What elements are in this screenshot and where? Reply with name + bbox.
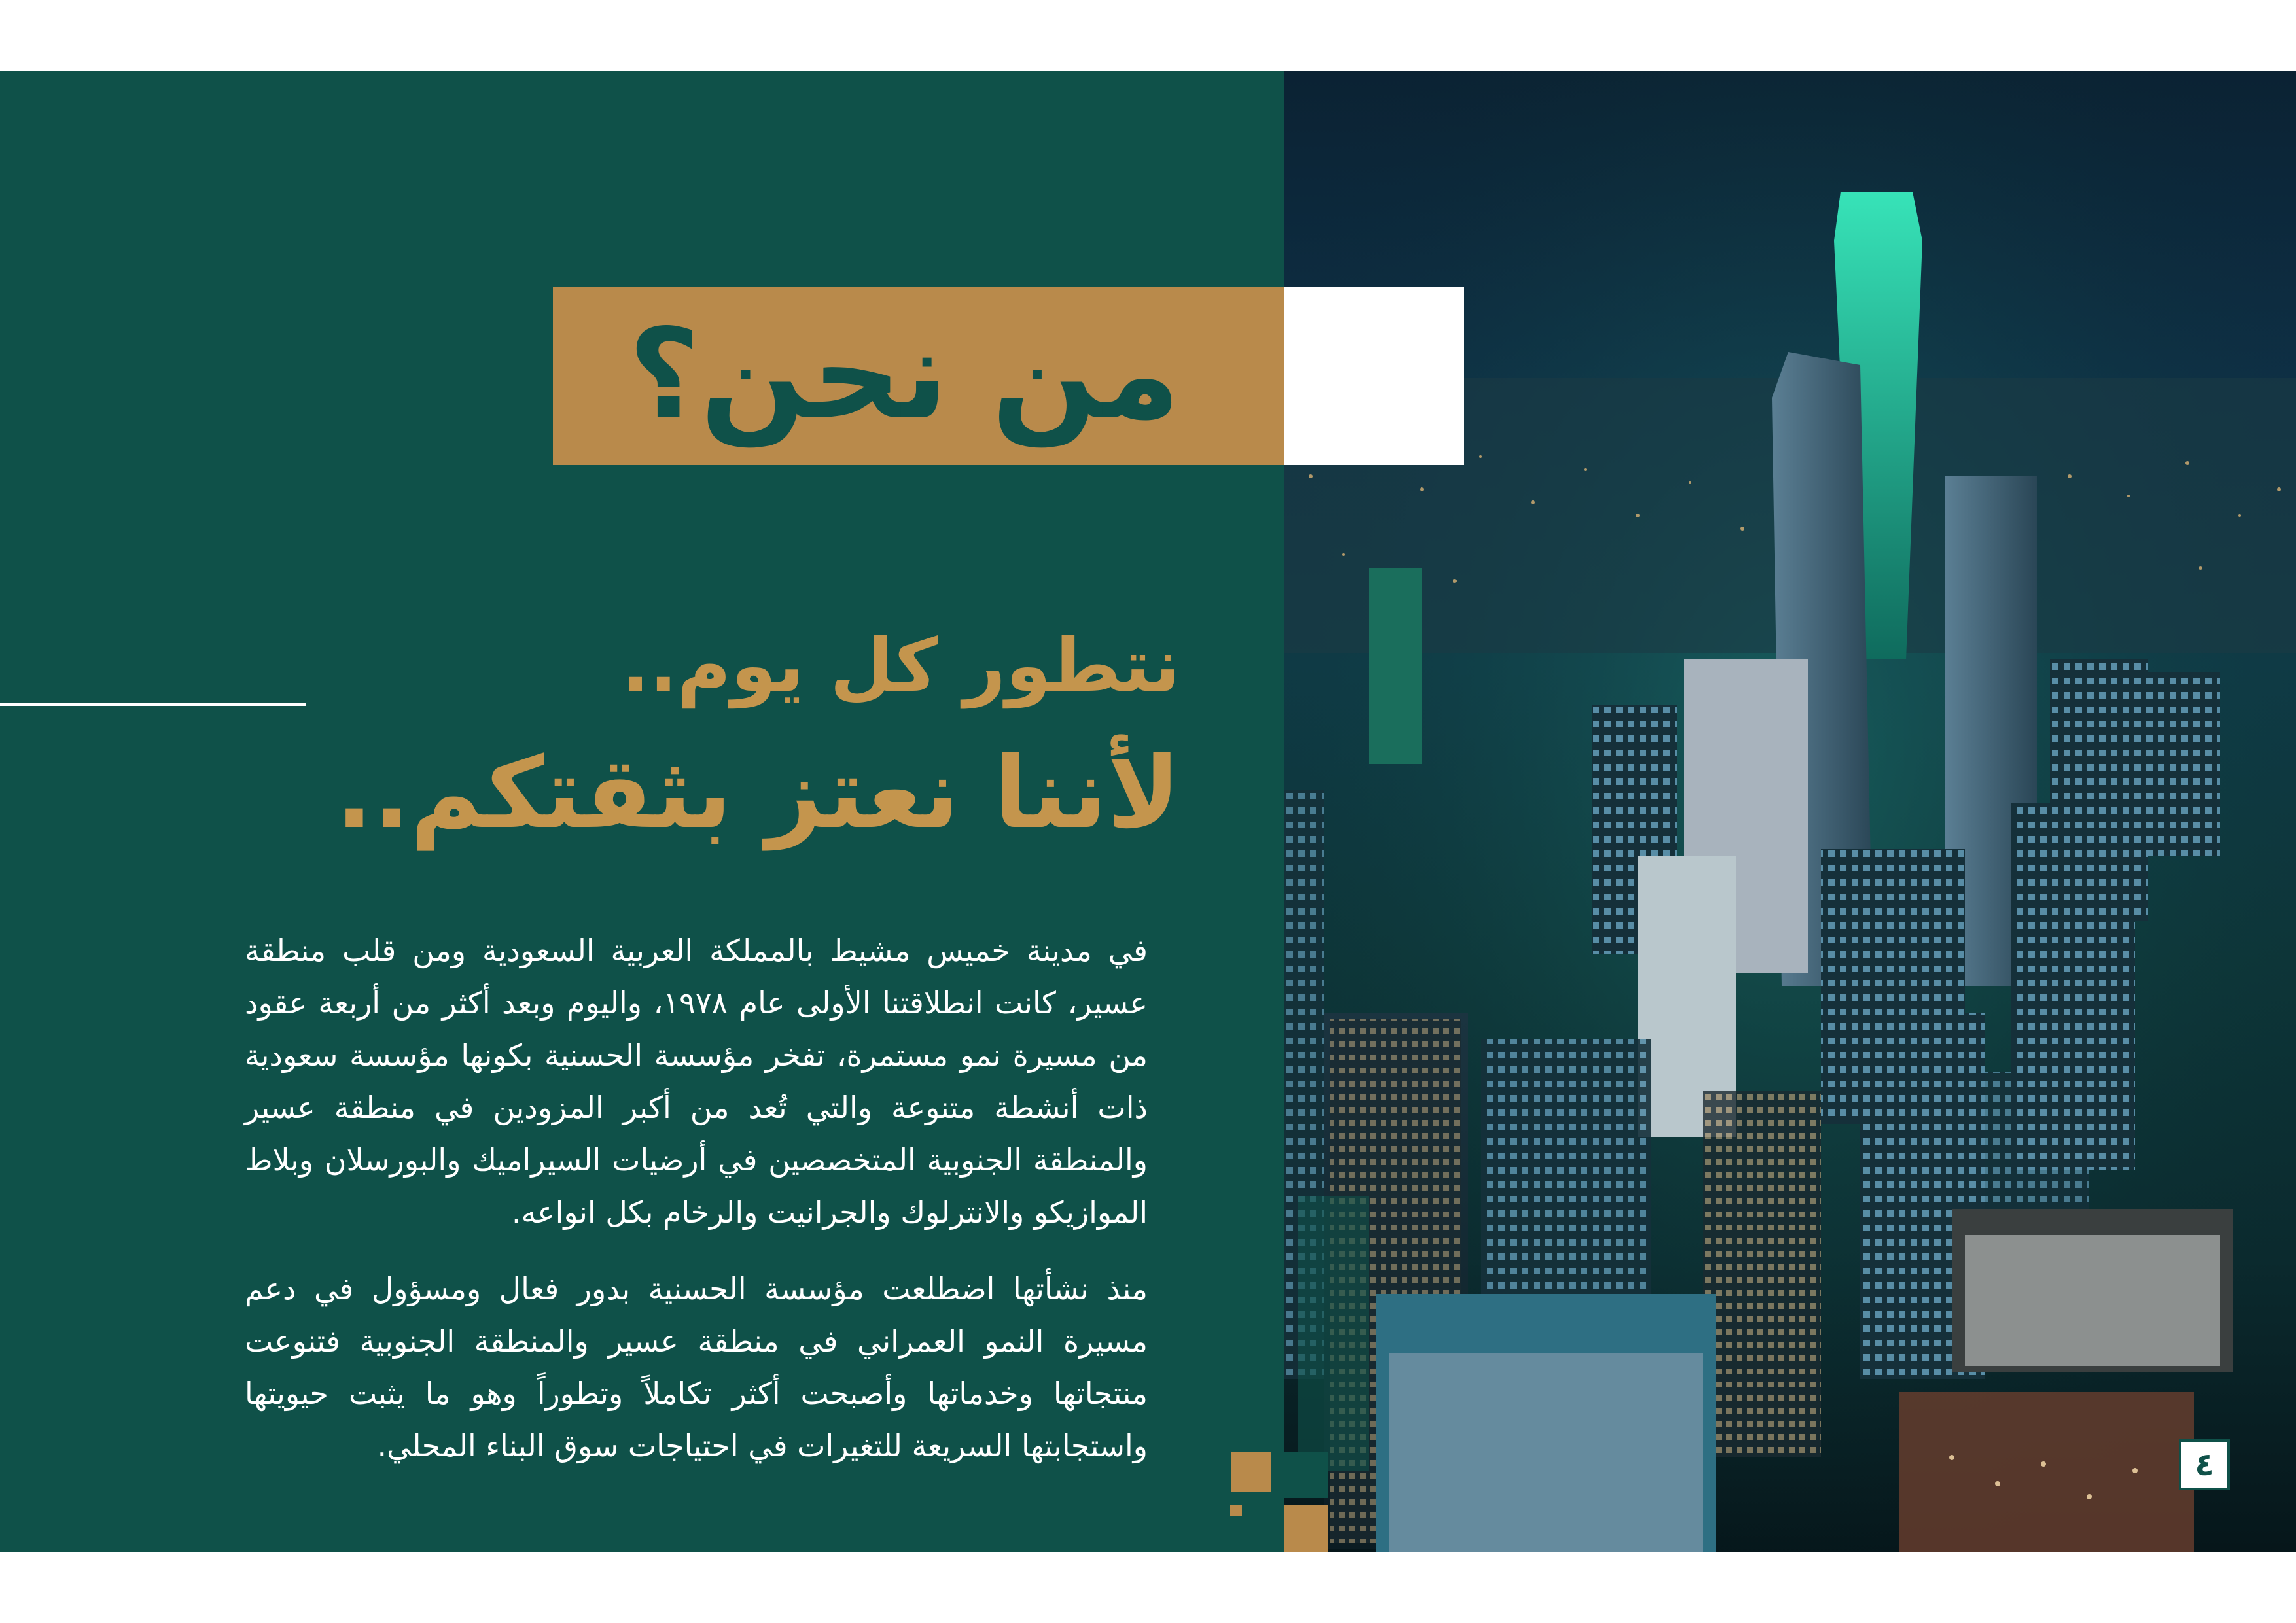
decorative-line bbox=[0, 703, 306, 706]
white-accent-box bbox=[1284, 287, 1464, 465]
page-spread bbox=[0, 71, 2296, 1552]
page-number: ٤ bbox=[2179, 1439, 2230, 1490]
intro-paragraph: في مدينة خميس مشيط بالمملكة العربية السعودية ومن قلب منطقة عسير، كانت انطلاقتنا الأولى عام ١٩٧٨، واليوم وبعد أكثر من أربعة عقود من مسيرة نمو مستمرة، تفخر مؤسسة الحسنية بكونها مؤسسة سعودية ذات أنشطة متنوعة والتي تُعد من أكبر المزودين في منطقة عسير والمنطقة الجنوبية المتخصصين في أرضيات السيراميك والبورسلان وبلاط الموازيكو والانترلوك والجرانيت والرخام بكل انواعه. bbox=[245, 933, 1148, 1230]
page-title: من نحن؟ bbox=[627, 302, 1180, 447]
gold-square-decoration bbox=[1230, 1505, 1242, 1516]
tagline-line-1: نتطور كل يوم.. bbox=[621, 623, 1180, 708]
history-paragraph: منذ نشأتها اضطلعت مؤسسة الحسنية بدور فعال ومسؤول في دعم مسيرة النمو العمراني في منطقة عسير والمنطقة الجنوبية فتنوعت منتجاتها وخدماتها وأصبحت أكثر تكاملاً وتطوراً وهو ما يثبت حيويتها واستجابتها السريعة للتغيرات في احتياجات سوق البناء المحلي. bbox=[245, 1271, 1148, 1463]
tagline-line-2: لأننا نعتز بثقتكم.. bbox=[335, 737, 1180, 850]
gold-square-decoration bbox=[1231, 1452, 1271, 1492]
green-square-decoration bbox=[1284, 1452, 1328, 1498]
gold-square-decoration bbox=[1284, 1505, 1328, 1552]
